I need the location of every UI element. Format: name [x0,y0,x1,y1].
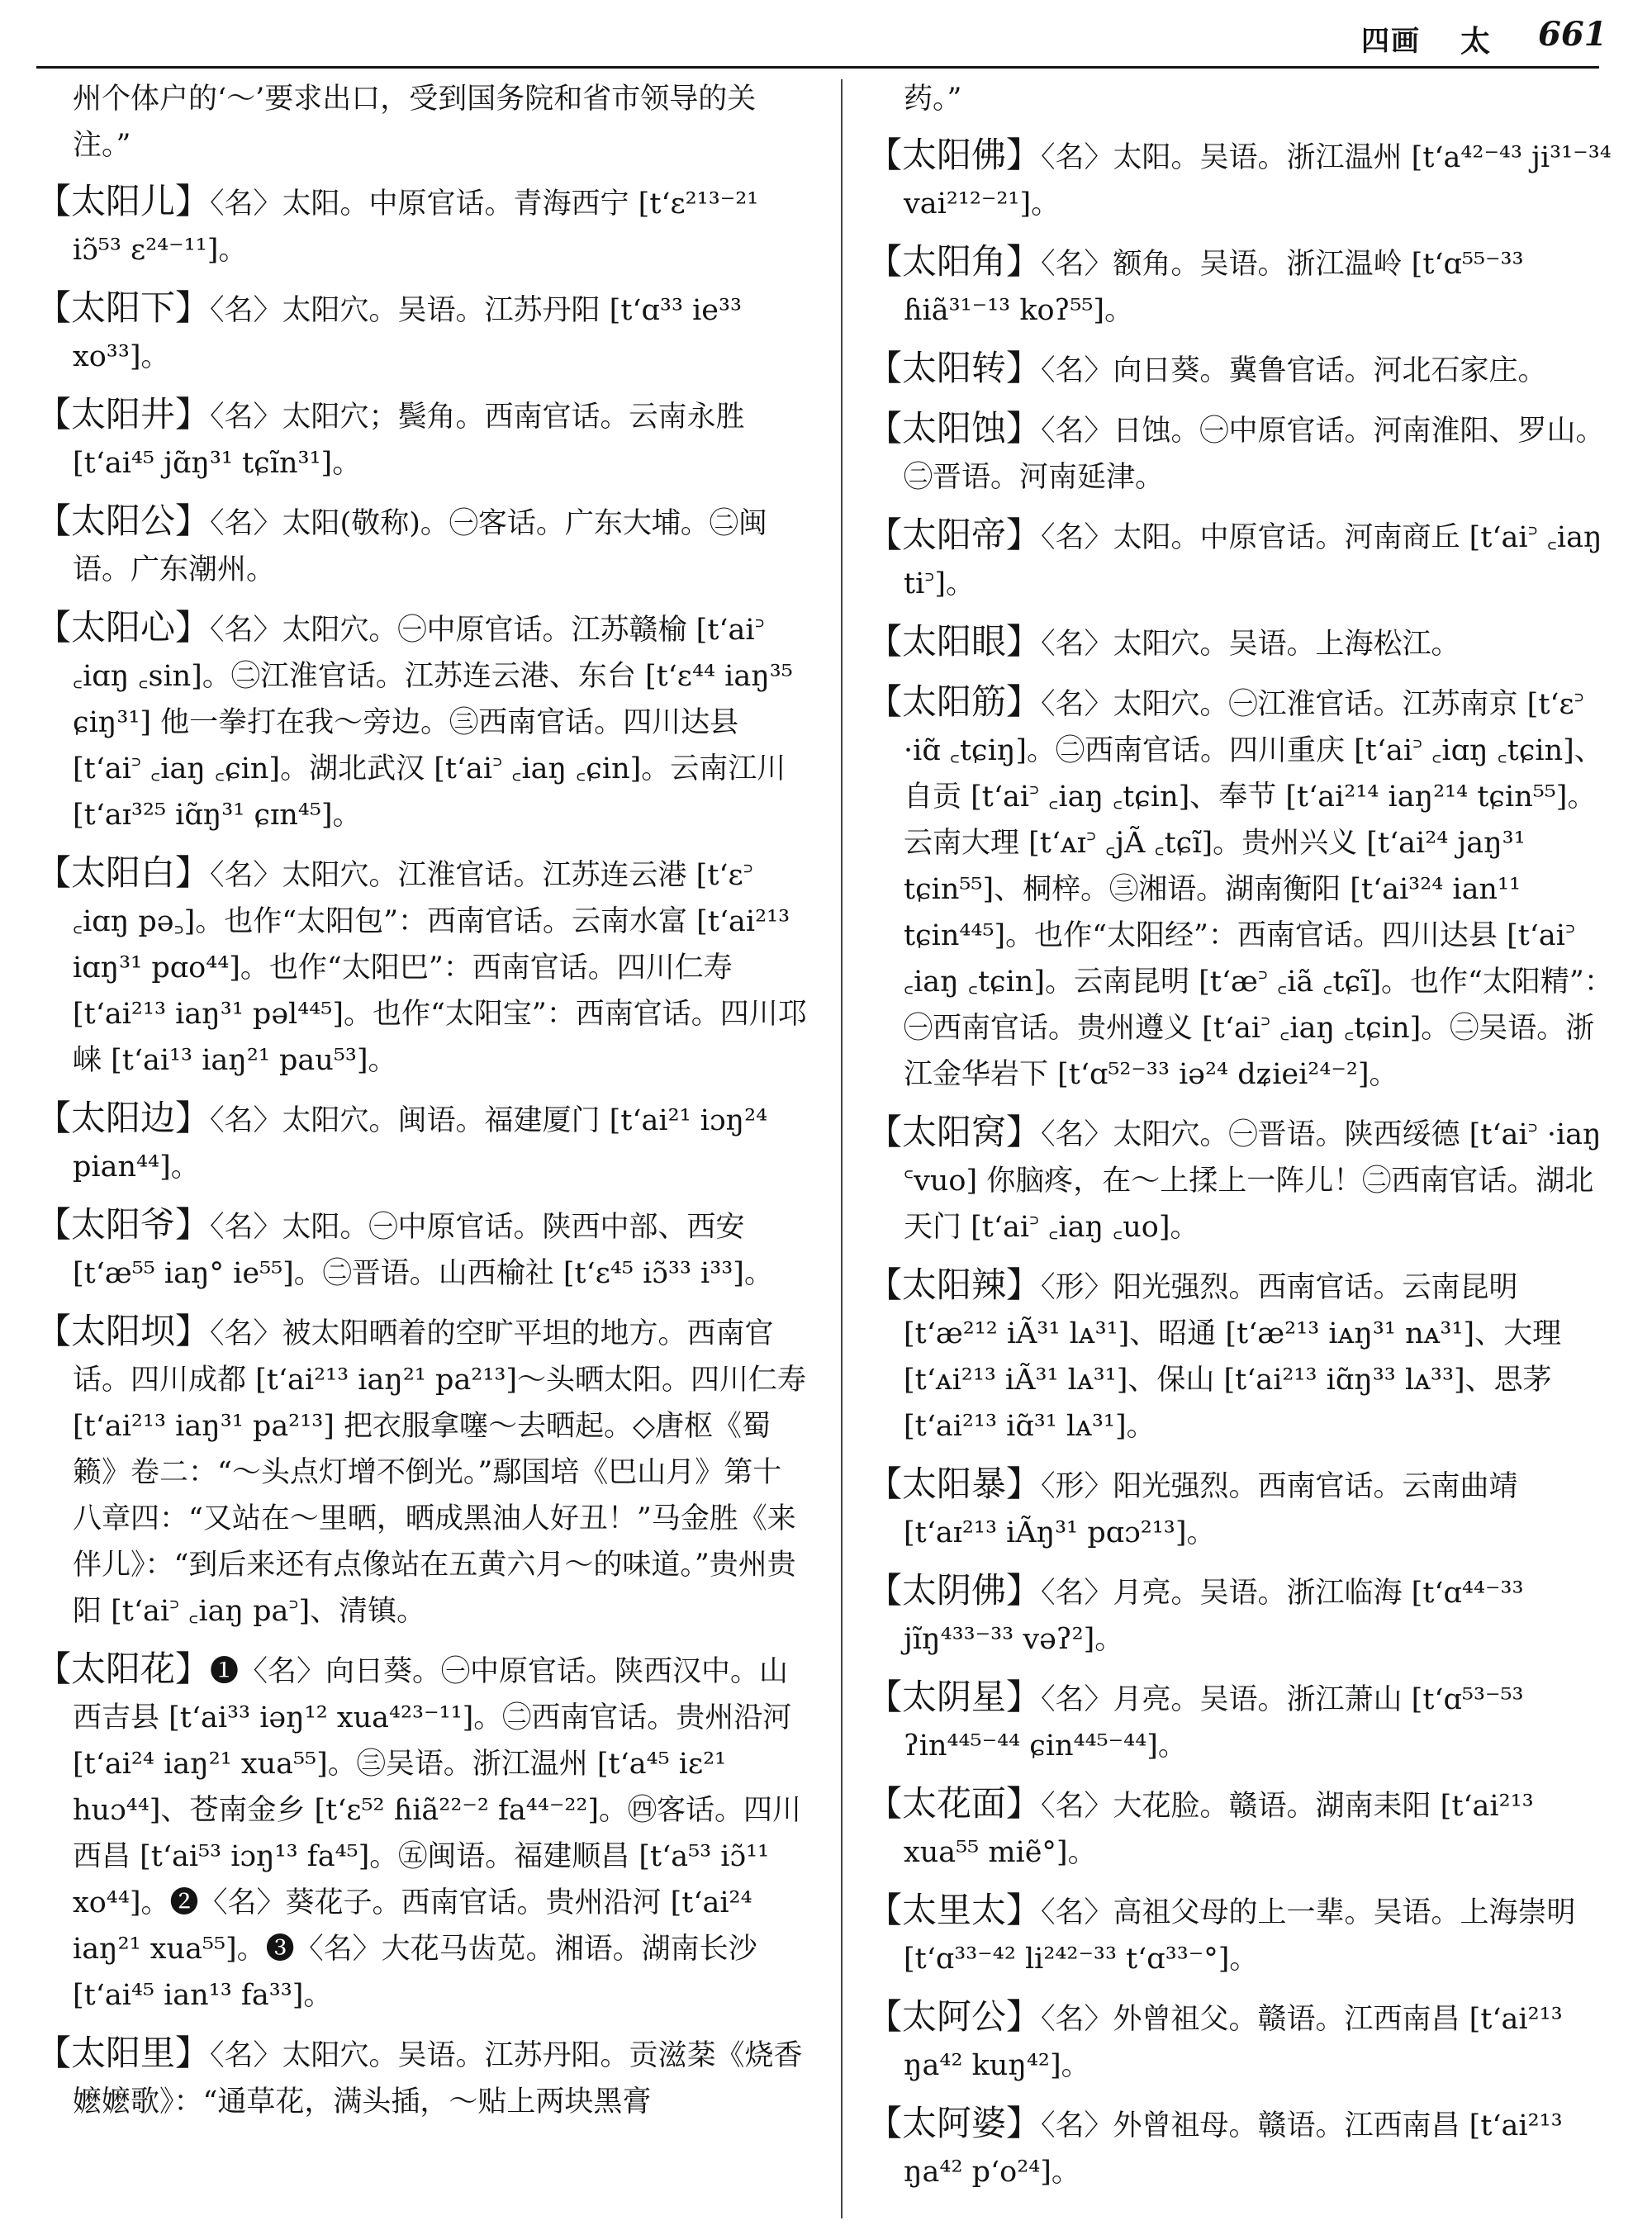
entry-definition: 〈名〉太阳穴。㊀中原官话。江苏赣榆 [t‘ai꜄ ꜀iɑŋ ꜀sin]。㊁江淮官话。江苏连云港、东台 [t‘ɛ⁴⁴ iaŋ³⁵ ɕiŋ³¹] 他一拳打在我～旁边。㊂西南官话。四川达县 [t‘ai꜄ ꜀iaŋ ꜀ɕin]。湖北武汉 [t‘ai꜄ ꜀iaŋ ꜀ɕin]。云南江川 [t‘aɪ³²⁵ iɑ̃ŋ³¹ ɕɪn⁴⁵]。 [73,614,793,832]
headword-bracket-close: 】 [175,607,211,648]
header-rule [36,66,1599,69]
headword-bracket-open: 【 [36,1649,72,1689]
headword-bracket-open: 【 [867,1783,903,1824]
headword-bracket-close: 】 [1006,1264,1042,1305]
headword-bracket-close: 】 [175,2033,211,2073]
entry-definition: 〈名〉太阳穴。吴语。江苏丹阳 [t‘ɑ³³ ie³³ xo³³]。 [73,294,743,373]
headword: 太阳里 [71,2033,176,2073]
headword-bracket-open: 【 [867,515,903,555]
headword-bracket-open: 【 [867,135,903,175]
headword-bracket-close: 】 [175,394,211,434]
entry-definition: 〈名〉太阳(敬称)。㊀客话。广东大埔。㊁闽语。广东潮州。 [73,507,767,586]
entry-definition: 〈名〉太阳。吴语。浙江温州 [t‘a⁴²⁻⁴³ ji³¹⁻³⁴ vai²¹²⁻²¹]。 [904,141,1612,221]
headword: 太阿婆 [902,2103,1007,2143]
dictionary-entry [867,679,1615,1098]
dictionary-entry [867,1461,1615,1556]
dictionary-entry [867,2100,1615,2195]
dictionary-entry [867,619,1615,667]
headword-bracket-open: 【 [867,1464,903,1504]
entry-definition: 〈名〉外曾祖母。赣语。江西南昌 [t‘ai²¹³ ŋa⁴² p‘o²⁴]。 [904,2109,1563,2189]
entry-definition: 〈名〉太阳。中原官话。河南商丘 [t‘ai꜄ ꜀iaŋ ti꜄]。 [904,521,1602,600]
headword-bracket-close: 】 [1006,1996,1042,2037]
headword-bracket-close: 】 [175,501,211,541]
column-divider [841,79,843,2218]
headword: 太阳暴 [902,1464,1007,1504]
headword-bracket-open: 【 [36,181,72,221]
headword-bracket-open: 【 [867,621,903,662]
headword-bracket-close: 】 [175,852,211,893]
headword: 太阿公 [902,1996,1007,2037]
headword-bracket-close: 】 [1006,1570,1042,1611]
headword-bracket-open: 【 [867,241,903,282]
headword-bracket-close: 】 [1006,348,1042,388]
entry-definition: 〈形〉阳光强烈。西南官话。云南曲靖 [t‘aɪ²¹³ iÃŋ³¹ pɑɔ²¹³]。 [904,1470,1518,1549]
dictionary-entry [867,132,1615,227]
headword-bracket-close: 】 [1006,1464,1042,1504]
headword: 太里太 [902,1890,1007,1930]
headword-bracket-open: 【 [36,2033,72,2073]
headword-bracket-close: 】 [175,1098,211,1138]
headword: 太阳佛 [902,135,1007,175]
headword-bracket-open: 【 [36,501,72,541]
entry-definition: 〈名〉高祖父母的上一辈。吴语。上海崇明 [t‘ɑ³³⁻⁴² li²⁴²⁻³³ t‘ɑ³³⁻°]。 [904,1896,1576,1976]
headword: 太阳花 [71,1649,176,1689]
headword: 太阳爷 [71,1204,176,1245]
entry-definition: 〈名〉太阳穴。吴语。江苏丹阳。贡滋棻《烧香嬷嬷歌》：“通草花，满头插，～贴上两块黑膏 [73,2039,803,2118]
headword-bracket-open: 【 [36,1204,72,1245]
dictionary-entry [36,285,809,380]
left-column [36,76,809,2137]
headword-bracket-open: 【 [867,1112,903,1152]
headword-bracket-open: 【 [867,681,903,722]
headword: 太阳白 [71,852,176,893]
headword-bracket-open: 【 [867,1996,903,2037]
headword-bracket-open: 【 [867,1890,903,1930]
headword: 太阴星 [902,1677,1007,1717]
dictionary-entry [36,2030,809,2125]
headword: 太阳边 [71,1098,176,1138]
right-column [867,76,1615,2207]
headword-bracket-open: 【 [36,1098,72,1138]
headword-bracket-close: 】 [1006,408,1042,448]
entry-definition: 〈名〉日蚀。㊀中原官话。河南淮阳、罗山。㊁晋语。河南延津。 [904,415,1605,494]
headword: 太阳转 [902,348,1007,388]
entry-continuation [36,76,809,168]
entry-continuation [867,76,1615,122]
dictionary-entry [867,1109,1615,1250]
entry-definition: 〈名〉向日葵。冀鲁官话。河北石家庄。 [1041,354,1547,387]
dictionary-entry [867,1887,1615,1982]
dictionary-entry [36,498,809,593]
headword-bracket-close: 】 [175,181,211,221]
headword-bracket-close: 】 [1006,2103,1042,2143]
headword-bracket-open: 【 [867,408,903,448]
dictionary-entry [867,239,1615,334]
headword: 太阳坝 [71,1311,176,1351]
dictionary-entry [867,345,1615,394]
entry-definition: 〈名〉太阳穴。㊀晋语。陕西绥德 [t‘ai꜄ ·iaŋ ꜂vuo] 你脑疼，在～上揉上一阵儿！㊁西南官话。湖北天门 [t‘ai꜄ ꜀iaŋ ꜀uo]。 [904,1118,1602,1244]
headword: 太阳井 [71,394,176,434]
dictionary-entry [36,1095,809,1190]
headword: 太阳心 [71,607,176,648]
entry-definition: 〈名〉太阳。㊀中原官话。陕西中部、西安 [t‘æ⁵⁵ iaŋ° ie⁵⁵]。㊁晋语。山西榆社 [t‘ɛ⁴⁵ iɔ̃³³ i³³]。 [73,1211,773,1290]
page-number: 661 [1538,15,1607,54]
dictionary-entry [36,178,809,273]
entry-definition: 〈名〉太阳穴。闽语。福建厦门 [t‘ai²¹ iɔŋ²⁴ pian⁴⁴]。 [73,1104,768,1184]
dictionary-entry [867,1568,1615,1663]
headword: 太阳眼 [902,621,1007,662]
headword-bracket-open: 【 [36,287,72,328]
entry-definition: 〈名〉月亮。吴语。浙江临海 [t‘ɑ⁴⁴⁻³³ jĩŋ⁴³³⁻³³ vəʔ²]。 [904,1577,1524,1656]
headword-bracket-open: 【 [867,2103,903,2143]
headword: 太阳辣 [902,1264,1007,1305]
dictionary-entry [867,512,1615,607]
headword-bracket-close: 】 [175,287,211,328]
dictionary-entry [867,1674,1615,1769]
dictionary-entry [867,1994,1615,2089]
headword-bracket-open: 【 [867,1264,903,1305]
dictionary-entry [867,1262,1615,1450]
headword-bracket-open: 【 [36,607,72,648]
headword: 太花面 [902,1783,1007,1824]
headword: 太阳帝 [902,515,1007,555]
headword-bracket-open: 【 [867,348,903,388]
headword-bracket-close: 】 [175,1311,211,1351]
header-character: 太 [1460,24,1491,59]
headword-bracket-close: 】 [1006,135,1042,175]
entry-definition: 〈名〉太阳穴；鬓角。西南官话。云南永胜 [t‘ai⁴⁵ jɑ̃ŋ³¹ tɕĩn³¹]。 [73,401,745,480]
dictionary-entry [36,605,809,838]
dictionary-entry [36,1646,809,2019]
headword: 太阳蚀 [902,408,1007,448]
dictionary-entry [36,850,809,1084]
headword: 太阳筋 [902,681,1007,722]
continuation-text: 药。” [904,83,962,116]
entry-definition: 〈名〉月亮。吴语。浙江萧山 [t‘ɑ⁵³⁻⁵³ ʔin⁴⁴⁵⁻⁴⁴ ɕin⁴⁴⁵⁻⁴⁴]。 [904,1683,1524,1763]
headword-bracket-close: 】 [1006,515,1042,555]
headword-bracket-close: 】 [1006,621,1042,662]
headword-bracket-open: 【 [867,1677,903,1717]
headword: 太阳公 [71,501,176,541]
headword: 太阳窝 [902,1112,1007,1152]
entry-definition: 〈名〉额角。吴语。浙江温岭 [t‘ɑ⁵⁵⁻³³ ɦiã³¹⁻¹³ koʔ⁵⁵]。 [904,248,1524,327]
headword-bracket-open: 【 [36,394,72,434]
headword-bracket-open: 【 [36,852,72,893]
entry-definition: ❶〈名〉向日葵。㊀中原官话。陕西汉中。山西吉县 [t‘ai³³ iəŋ¹² xua⁴²³⁻¹¹]。㊁西南官话。贵州沿河 [t‘ai²⁴ iaŋ²¹ xua⁵⁵]。㊂吴语。浙江温州 [t‘a⁴⁵ iɛ²¹ huɔ⁴⁴]、苍南金乡 [t‘ɛ⁵² ɦiã²²⁻² fa⁴⁴⁻²²]。㊃客话。四川西昌 [t‘ai⁵³ iɔŋ¹³ fa⁴⁵]。㊄闽语。福建顺昌 [t‘a⁵³ iɔ̃¹¹ xo⁴⁴]。❷〈名〉葵花子。西南官话。贵州沿河 [t‘ai²⁴ iaŋ²¹ xua⁵⁵]。❸〈名〉大花马齿苋。湘语。湖南长沙 [t‘ai⁴⁵ ian¹³ fa³³]。 [73,1655,802,2012]
headword-bracket-close: 】 [1006,1677,1042,1717]
entry-definition: 〈名〉外曾祖父。赣语。江西南昌 [t‘ai²¹³ ŋa⁴² kuŋ⁴²]。 [904,2003,1563,2082]
entry-definition: 〈形〉阳光强烈。西南官话。云南昆明 [t‘æ²¹² iÃ³¹ lᴀ³¹]、昭通 [t‘æ²¹³ iᴀŋ³¹ nᴀ³¹]、大理 [t‘ᴀi²¹³ iÃ³¹ lᴀ³¹]、保山 [t‘ai²¹³ iɑ̃ŋ³³ lᴀ³³]、思茅 [t‘ai²¹³ iɑ̃³¹ lᴀ³¹]。 [904,1271,1562,1443]
dictionary-entry [867,1781,1615,1876]
entry-definition: 〈名〉被太阳晒着的空旷平坦的地方。西南官话。四川成都 [t‘ai²¹³ iaŋ²¹ pa²¹³]～头晒太阳。四川仁寿 [t‘ai²¹³ iaŋ³¹ pa²¹³] 把衣服拿噻～去晒起。◇唐枢《蜀籁》卷二：“～头点灯增不倒光。”鄢国培《巴山月》第十八章四：“又站在～里晒，晒成黑油人好丑！”马金胜《来伴儿》：“到后来还有点像站在五黄六月～的味道。”贵州贵阳 [t‘ai꜄ ꜀iaŋ pa꜄]、清镇。 [73,1317,807,1628]
entry-definition: 〈名〉太阳。中原官话。青海西宁 [t‘ɛ²¹³⁻²¹ iɔ̃⁵³ ɛ²⁴⁻¹¹]。 [73,187,759,267]
section-label: 四画 [1361,25,1421,58]
entry-definition: 〈名〉太阳穴。吴语。上海松江。 [1041,628,1460,661]
headword: 太阴佛 [902,1570,1007,1611]
headword-bracket-close: 】 [1006,1890,1042,1930]
headword-bracket-open: 【 [867,1570,903,1611]
continuation-text: 州个体户的‘～’要求出口，受到国务院和省市领导的关注。” [73,83,757,162]
dictionary-entry [36,391,809,486]
headword-bracket-close: 】 [175,1204,211,1245]
headword: 太阳角 [902,241,1007,282]
headword-bracket-close: 】 [1006,681,1042,722]
dictionary-entry [867,406,1615,501]
headword-bracket-close: 】 [1006,1112,1042,1152]
headword-bracket-close: 】 [1006,1783,1042,1824]
headword-bracket-close: 】 [175,1649,211,1689]
entry-definition: 〈名〉太阳穴。江淮官话。江苏连云港 [t‘ɛ꜄ ꜀iɑŋ pə꜆]。也作“太阳包”：西南官话。云南水富 [t‘ai²¹³ iɑŋ³¹ pɑo⁴⁴]。也作“太阳巴”：西南官话。四川仁寿 [t‘ai²¹³ iaŋ³¹ pəl⁴⁴⁵]。也作“太阳宝”：西南官话。四川邛崃 [t‘ai¹³ iaŋ²¹ pau⁵³]。 [73,859,807,1077]
headword: 太阳下 [71,287,176,328]
headword-bracket-close: 】 [1006,241,1042,282]
headword-bracket-open: 【 [36,1311,72,1351]
entry-definition: 〈名〉大花脸。赣语。湖南耒阳 [t‘ai²¹³ xua⁵⁵ miẽ°]。 [904,1790,1534,1869]
dictionary-entry [36,1202,809,1297]
headword: 太阳儿 [71,181,176,221]
entry-definition: 〈名〉太阳穴。㊀江淮官话。江苏南京 [t‘ɛ꜄ ·iɑ̃ ꜀tɕiŋ]。㊁西南官话。四川重庆 [t‘ai꜄ ꜀iɑŋ ꜀tɕin]、自贡 [t‘ai꜄ ꜀iaŋ ꜀tɕin]、奉节 [t‘ai²¹⁴ iaŋ²¹⁴ tɕin⁵⁵]。云南大理 [t‘ᴀɪ꜄ ꜀jÃ ꜀tɕĩ]。贵州兴义 [t‘ai²⁴ jaŋ³¹ tɕin⁵⁵]、桐梓。㊂湘语。湖南衡阳 [t‘ai³²⁴ ian¹¹ tɕin⁴⁴⁵]。也作“太阳经”：西南官话。四川达县 [t‘ai꜄ ꜀iaŋ ꜀tɕin]。云南昆明 [t‘æ꜄ ꜀iã ꜀tɕĩ]。也作“太阳精”：㊀西南官话。贵州遵义 [t‘ai꜄ ꜀iaŋ ꜀tɕin]。㊁吴语。浙江金华岩下 [t‘ɑ⁵²⁻³³ iə²⁴ dʑiei²⁴⁻²]。 [904,688,1613,1091]
dictionary-entry [36,1308,809,1635]
